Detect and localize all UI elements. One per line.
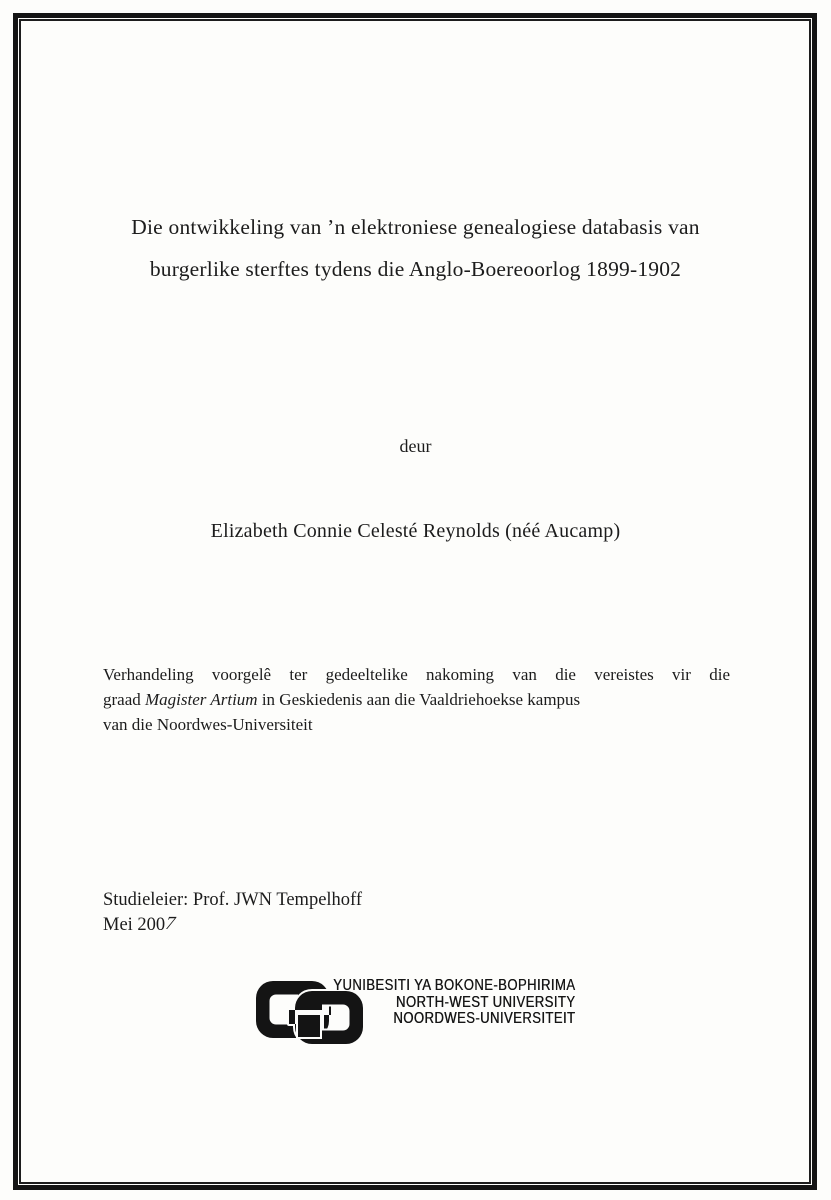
degree-statement-line2 (103, 687, 730, 712)
author-name: Elizabeth Connie Celesté Reynolds (néé Aucamp) (210, 520, 621, 542)
nwu-logo-line2: NORTH-WEST UNIVERSITY (395, 993, 575, 1011)
degree-name-italic: Magister Artium (145, 690, 258, 709)
thesis-title (0, 206, 831, 290)
degree-statement-line1: Verhandeling voorgelê ter gedeeltelike nakoming van die vereistes vir die (103, 665, 730, 684)
degree-statement (103, 662, 730, 737)
thesis-title-line2: burgerlike sterftes tydens die Anglo-Boereoorlog 1899-1902 (149, 257, 682, 281)
thesis-title-line1: Die ontwikkeling van ’n elektroniese genealogiese databasis van (131, 215, 700, 239)
date-final-digit: 7 (162, 914, 179, 934)
byline-label: deur (399, 436, 432, 456)
nwu-logo-wordmark (280, 978, 575, 1028)
degree-statement-line3: van die Noordwes-Universiteit (103, 715, 313, 734)
date-line (103, 913, 362, 938)
date-prefix: Mei 200 (103, 915, 166, 935)
supervisor-line: Studieleier: Prof. JWN Tempelhoff (103, 890, 363, 910)
degree-statement-line2-pre: graad (103, 690, 146, 709)
nwu-logo-line3: NOORDWES-UNIVERSITEIT (392, 1010, 575, 1027)
nwu-logo-line1: YUNIBESITI YA BOKONE-BOPHIRIMA (332, 977, 575, 994)
supervisor-block (103, 888, 362, 938)
degree-statement-line2-post: in Geskiedenis aan die Vaaldriehoekse kampus (257, 690, 581, 709)
